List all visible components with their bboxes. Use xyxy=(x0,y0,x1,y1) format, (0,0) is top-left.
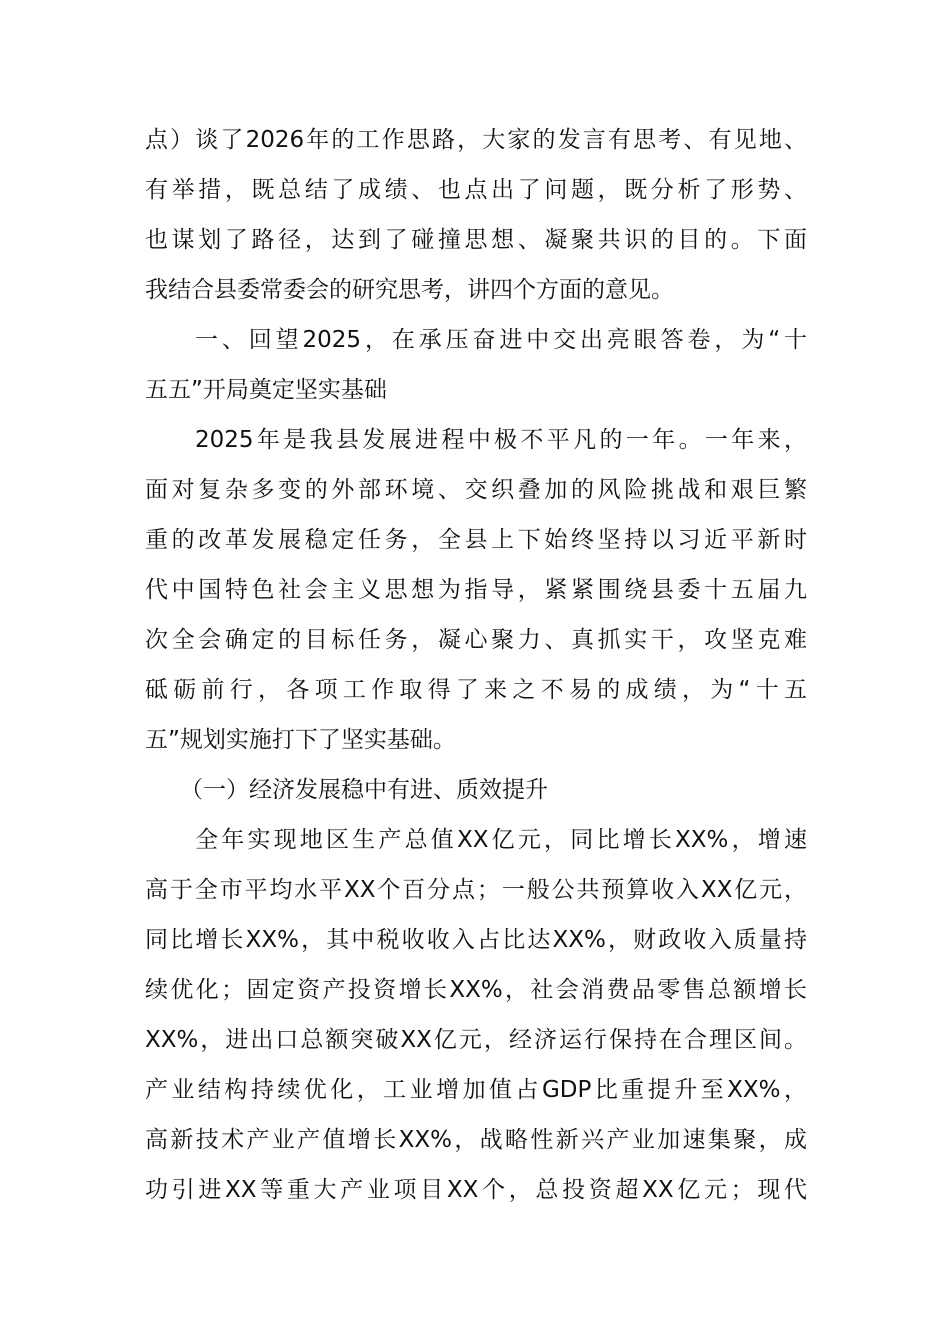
text-line: 高于全市平均水平XX个百分点；一般公共预算收入XX亿元， xyxy=(145,877,807,903)
heading-line: 一、回望2025，在承压奋进中交出亮眼答卷，为“十 xyxy=(195,327,807,353)
text-line: 全年实现地区生产总值XX亿元，同比增长XX%，增速 xyxy=(195,827,807,853)
paragraph-opening xyxy=(145,115,807,315)
heading-line: （一）经济发展稳中有进、质效提升 xyxy=(180,777,548,803)
section-heading-1 xyxy=(145,315,807,415)
subsection-heading-1 xyxy=(145,765,807,815)
text-line: 重的改革发展稳定任务，全县上下始终坚持以习近平新时 xyxy=(145,527,807,553)
text-line: 续优化；固定资产投资增长XX%，社会消费品零售总额增长 xyxy=(145,977,807,1003)
paragraph-review-2025 xyxy=(145,415,807,765)
text-line: 点）谈了2026年的工作思路，大家的发言有思考、有见地、 xyxy=(145,127,807,153)
text-line: 次全会确定的目标任务，凝心聚力、真抓实干，攻坚克难 xyxy=(145,627,807,653)
text-line: 五”规划实施打下了坚实基础。 xyxy=(145,727,456,753)
text-line: 有举措，既总结了成绩、也点出了问题，既分析了形势、 xyxy=(145,177,807,203)
text-line: 我结合县委常委会的研究思考，讲四个方面的意见。 xyxy=(145,277,674,303)
text-line: 高新技术产业产值增长XX%，战略性新兴产业加速集聚，成 xyxy=(145,1127,807,1153)
text-line: 产业结构持续优化，工业增加值占GDP比重提升至XX%， xyxy=(145,1077,807,1103)
paragraph-economy xyxy=(145,815,807,1215)
text-line: 面对复杂多变的外部环境、交织叠加的风险挑战和艰巨繁 xyxy=(145,477,807,503)
text-line: 功引进XX等重大产业项目XX个，总投资超XX亿元；现代 xyxy=(145,1177,807,1203)
text-line: 同比增长XX%，其中税收收入占比达XX%，财政收入质量持 xyxy=(145,927,807,953)
heading-line: 五五”开局奠定坚实基础 xyxy=(145,377,387,403)
text-line: XX%，进出口总额突破XX亿元，经济运行保持在合理区间。 xyxy=(145,1027,807,1053)
text-line: 2025年是我县发展进程中极不平凡的一年。一年来， xyxy=(195,427,807,453)
text-line: 代中国特色社会主义思想为指导，紧紧围绕县委十五届九 xyxy=(145,577,807,603)
text-line: 砥砺前行，各项工作取得了来之不易的成绩，为“十五 xyxy=(145,677,807,703)
text-line: 也谋划了路径，达到了碰撞思想、凝聚共识的目的。下面 xyxy=(145,227,807,253)
document-page xyxy=(145,115,807,1215)
